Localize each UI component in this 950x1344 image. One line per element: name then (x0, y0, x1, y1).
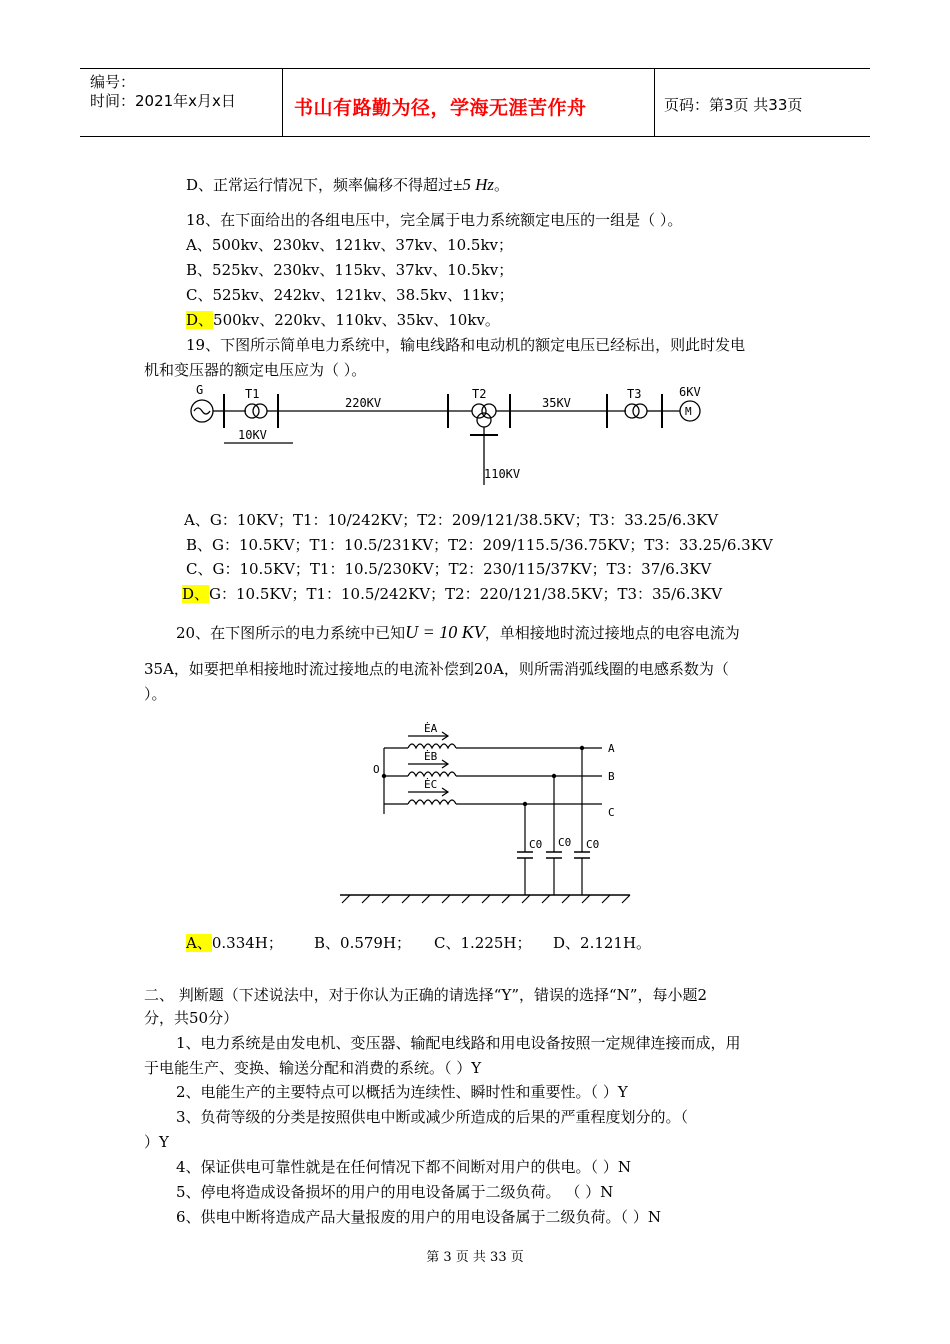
q19-option-d (182, 584, 722, 604)
label-m: M (685, 405, 692, 418)
label-220kv: 220KV (345, 396, 382, 410)
label-t2: T2 (472, 387, 487, 401)
section2-item2: 2、电能生产的主要特点可以概括为连续性、瞬时性和重要性。（ ）Y (176, 1083, 628, 1101)
label-110kv: 110KV (484, 467, 521, 481)
t3-transformer (625, 404, 639, 418)
q19-option-b: B、G：10.5KV；T1：10.5/231KV；T2：209/115.5/36.75KV；T3：33.25/6.3KV (186, 536, 773, 554)
label-ea: ĖA (424, 722, 438, 735)
label-t3: T3 (627, 387, 642, 401)
footer-page-number: 第 3 页 共 33 页 (426, 1250, 524, 1265)
q20-stem-line1 (176, 622, 740, 643)
label-phase-a: A (608, 742, 615, 755)
q20-option-b: B、0.579H； (314, 934, 412, 952)
q20-answer-highlight: A、 (186, 934, 212, 952)
label-35kv: 35KV (542, 396, 571, 410)
label-o: O (373, 763, 380, 776)
section2-title-line2: 分，共50分） (144, 1009, 239, 1027)
label-phase-b: B (608, 770, 615, 783)
header-time: 时间：2021年x月x日 (90, 92, 236, 110)
q18-option-b: B、525kv、230kv、115kv、37kv、10.5kv； (186, 261, 514, 279)
section2-item1-line1: 1、电力系统是由发电机、变压器、输配电线路和用电设备按照一定规律连接而成，用 (176, 1034, 741, 1052)
q18-stem: 18、在下面给出的各组电压中，完全属于电力系统额定电压的一组是（ ）。 (186, 211, 683, 229)
coil-b (408, 772, 456, 776)
section2-item5: 5、停电将造成设备损坏的用户的用电设备属于二级负荷。 （ ）N (176, 1183, 614, 1201)
section2-item3-line1: 3、负荷等级的分类是按照供电中断或减少所造成的后果的严重程度划分的。（ (176, 1108, 689, 1126)
q18-option-a: A、500kv、230kv、121kv、37kv、10.5kv； (186, 236, 514, 254)
section2-item3-line2: ）Y (144, 1133, 169, 1151)
q20-options (186, 933, 283, 953)
label-c0-1: C0 (529, 838, 543, 851)
q17-option-d (186, 175, 509, 195)
q19-stem-line2: 机和变压器的额定电压应为（ ）。 (144, 361, 367, 379)
q20-arc-suppression-diagram (340, 712, 640, 912)
label-ec: ĖC (424, 778, 438, 791)
q18-option-d (186, 310, 500, 330)
header-bottom-border (80, 136, 870, 137)
section2-item6: 6、供电中断将造成产品大量报废的用户的用电设备属于二级负荷。（ ）N (176, 1208, 661, 1226)
q19-answer-highlight: D、 (182, 585, 210, 603)
coil-a (408, 744, 456, 748)
q19-option-d-text: G：10.5KV；T1：10.5/242KV；T2：220/121/38.5KV；T3：35/6.3KV (209, 585, 723, 603)
q18-answer-highlight: D、 (186, 311, 214, 329)
q19-power-system-diagram (180, 380, 740, 490)
label-c0-2: C0 (558, 836, 572, 849)
label-phase-c: C (608, 806, 615, 819)
q19-option-a: A、G：10KV；T1：10/242KV；T2：209/121/38.5KV；T3：33.25/6.3KV (184, 511, 719, 529)
q18-option-c: C、525kv、242kv、121kv、38.5kv、11kv； (186, 286, 514, 304)
q17-option-d-text: D、正常运行情况下，频率偏移不得超过 (186, 176, 454, 194)
label-g: G (196, 383, 204, 397)
q17-option-d-suffix: 。 (494, 176, 510, 194)
q20-stem-line3: ）。 (144, 685, 167, 703)
section2-item4: 4、保证供电可靠性就是在任何情况下都不间断对用户的供电。（ ）N (176, 1158, 631, 1176)
q20-stem-suffix: ，单相接地时流过接地点的电容电流为 (484, 624, 740, 642)
header-top-border (80, 68, 870, 69)
header-number: 编号： (90, 73, 136, 91)
q20-option-a-text: 0.334H； (211, 934, 283, 952)
q19-option-c: C、G：10.5KV；T1：10.5/230KV；T2：230/115/37KV；T3：37/6.3KV (186, 560, 712, 578)
label-6kv: 6KV (679, 385, 701, 399)
header-divider-1 (282, 68, 283, 136)
header-divider-2 (654, 68, 655, 136)
q20-stem-line2: 35A，如要把单相接地时流过接地点的电流补偿到20A，则所需消弧线圈的电感系数为（ (144, 660, 729, 678)
label-eb: ĖB (424, 750, 438, 763)
label-c0-3: C0 (586, 838, 600, 851)
q18-option-d-text: 500kv、220kv、110kv、35kv、10kv。 (213, 311, 500, 329)
q17-math: ±5 Hz (453, 175, 495, 194)
label-t1: T1 (245, 387, 260, 401)
q19-stem-line1: 19、下图所示简单电力系统中，输电线路和电动机的额定电压已经标出，则此时发电 (186, 336, 746, 354)
q20-option-c: C、1.225H； (434, 934, 532, 952)
section2-item1-line2: 于电能生产、变换、输送分配和消费的系统。（ ）Y (144, 1059, 482, 1077)
coil-c (408, 800, 456, 804)
section2-title-line1: 二、 判断题（下述说法中，对于你认为正确的请选择“Y”，错误的选择“N”，每小题2 (144, 986, 708, 1004)
header-motto: 书山有路勤为径，学海无涯苦作舟 (294, 97, 587, 119)
label-10kv: 10KV (238, 428, 267, 442)
q20-math: U = 10 KV (405, 622, 485, 642)
header-page-label: 页码：第3页 共33页 (664, 96, 803, 114)
t1-transformer (245, 404, 259, 418)
q20-stem-prefix: 20、在下图所示的电力系统中已知 (176, 624, 406, 642)
q20-option-d: D、2.121H。 (553, 934, 652, 952)
